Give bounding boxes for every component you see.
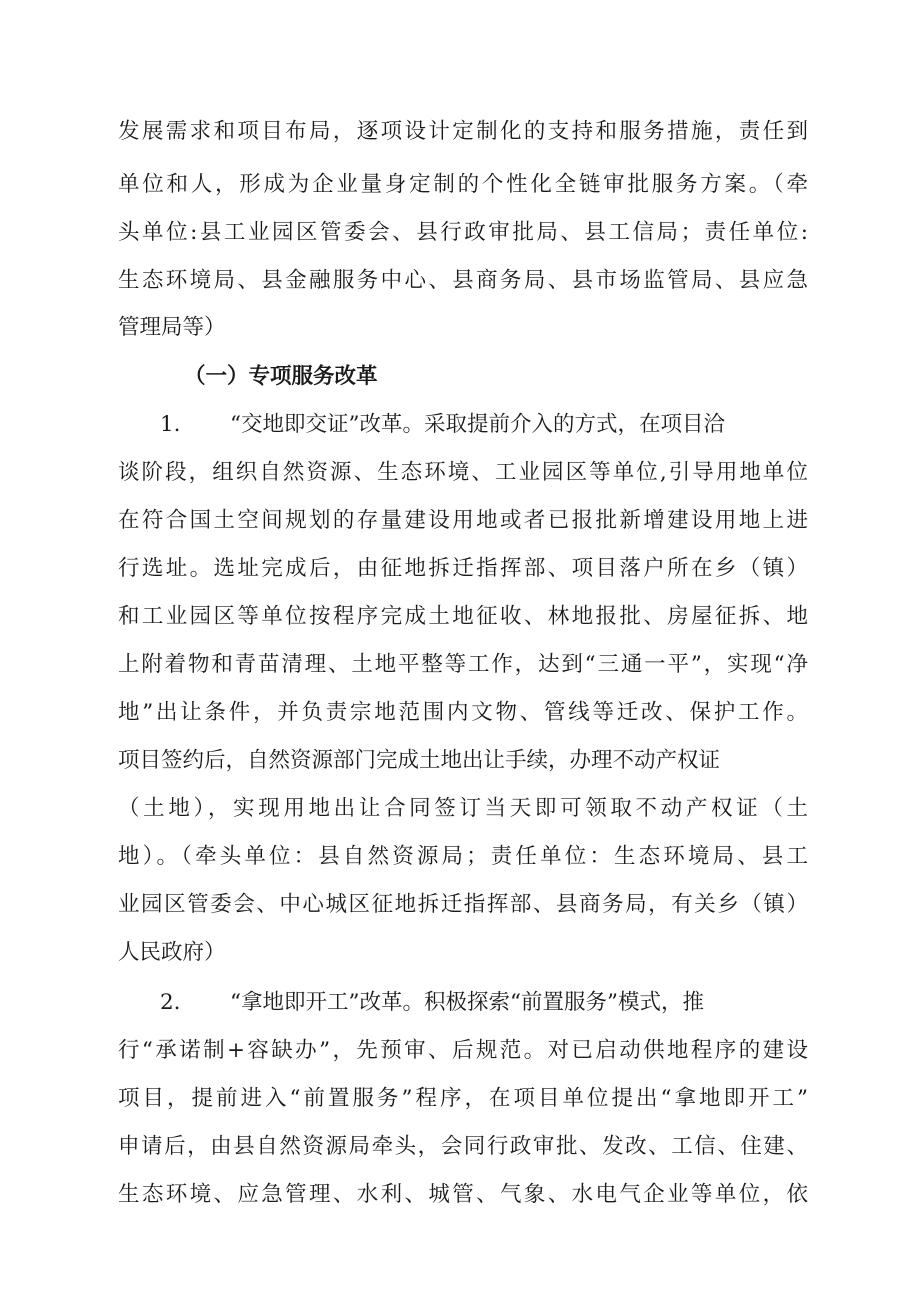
item1-line: 人民政府） <box>118 940 226 965</box>
item2-number: 2. <box>160 990 181 1015</box>
intro-line-2: 单位和人，形成为企业量身定制的个性化全链审批服务方案。（牵 <box>118 172 808 197</box>
item1-title: “交地即交证”改革。采取提前介入的方式，在项目洽 <box>230 412 725 437</box>
item1-line: 和工业园区等单位按程序完成土地征收、林地报批、房屋征拆、地 <box>118 604 808 629</box>
item1-line: 地）。（牵头单位：县自然资源局；责任单位：生态环境局、县工 <box>118 844 808 869</box>
item1-line: 地”出让条件，并负责宗地范围内文物、管线等迁改、保护工作。 <box>118 700 808 725</box>
item2-first-line <box>160 988 808 1018</box>
item2-line: 行“承诺制+容缺办”，先预审、后规范。对已启动供地程序的建设 <box>118 1038 808 1063</box>
section-heading: （一）专项服务改革 <box>184 364 378 389</box>
intro-line-1: 发展需求和项目布局，逐项设计定制化的支持和服务措施，责任到 <box>118 119 808 144</box>
item1-line: 谈阶段，组织自然资源、生态环境、工业园区等单位,引导用地单位 <box>118 460 808 485</box>
item2-title: “拿地即开工”改革。积极探索“前置服务”模式，推 <box>230 990 704 1015</box>
item1-number: 1. <box>160 412 181 437</box>
item2-line: 生态环境、应急管理、水利、城管、气象、水电气企业等单位，依 <box>118 1182 808 1207</box>
intro-line-5: 管理局等） <box>118 315 226 340</box>
intro-line-4: 生态环境局、县金融服务中心、县商务局、县市场监管局、县应急 <box>118 268 808 293</box>
intro-line-3: 头单位:县工业园区管委会、县行政审批局、县工信局；责任单位: <box>118 220 808 245</box>
item1-line: 行选址。选址完成后，由征地拆迁指挥部、项目落户所在乡（镇） <box>118 556 808 581</box>
item2-line: 申请后，由县自然资源局牵头，会同行政审批、发改、工信、住建、 <box>118 1134 808 1159</box>
item1-line: 项目签约后，自然资源部门完成土地出让手续，办理不动产权证 <box>118 748 721 773</box>
item2-line: 项目，提前进入“前置服务”程序，在项目单位提出“拿地即开工” <box>118 1086 808 1111</box>
item1-line: 上附着物和青苗清理、土地平整等工作，达到“三通一平”，实现“净 <box>118 652 808 677</box>
item1-line: （土地），实现用地出让合同签订当天即可领取不动产权证（土 <box>118 796 808 821</box>
item1-first-line <box>160 410 808 440</box>
item1-line: 在符合国土空间规划的存量建设用地或者已报批新增建设用地上进 <box>118 508 808 533</box>
item1-line: 业园区管委会、中心城区征地拆迁指挥部、县商务局，有关乡（镇） <box>118 892 808 917</box>
